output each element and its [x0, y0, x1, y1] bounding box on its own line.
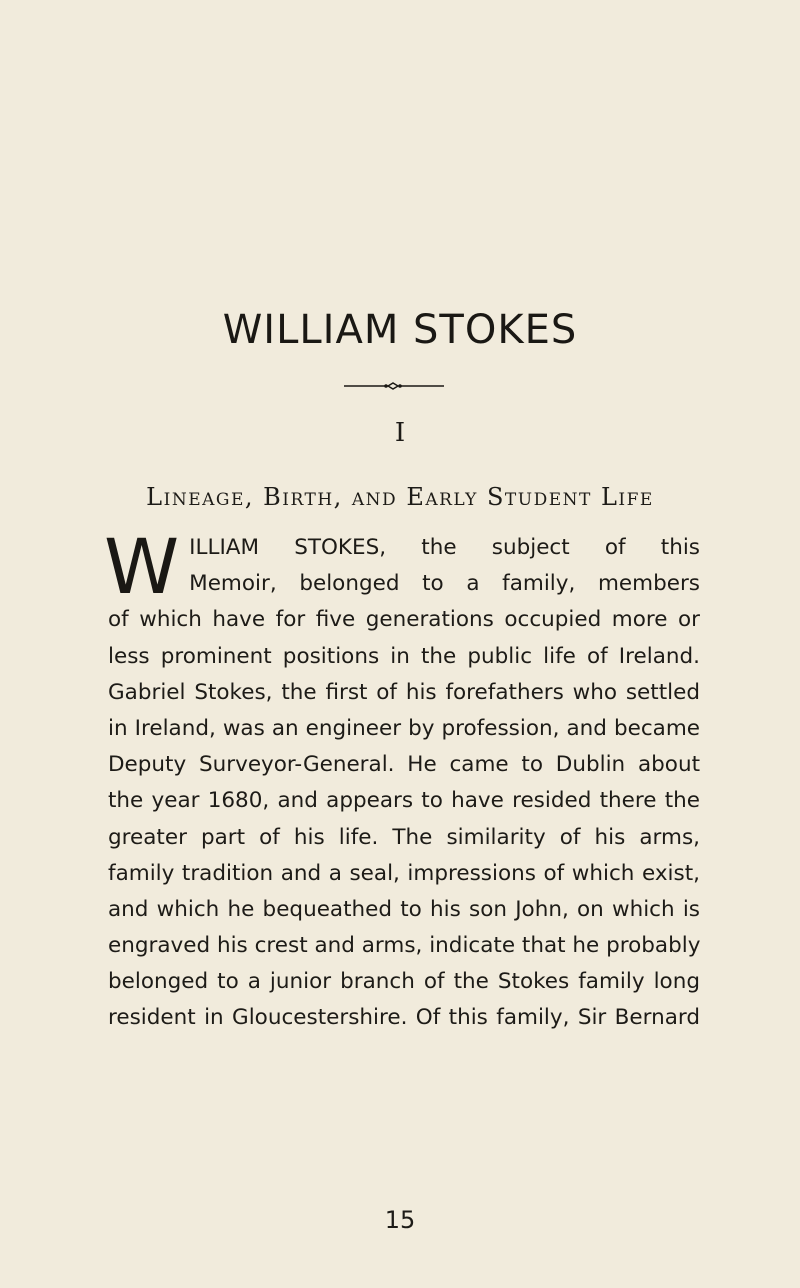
text-line: Gabriel Stokes, the first of his forefathers who settled	[108, 679, 700, 705]
body-text	[104, 522, 701, 1037]
text-line: the year 1680, and appears to have resided there the	[108, 788, 700, 814]
text-line: Deputy Surveyor-General. He came to Dublin about	[108, 752, 700, 778]
opening-lines	[189, 530, 700, 602]
text-line: engraved his crest and arms, indicate that he probably	[108, 933, 701, 959]
chapter-title: Lineage, Birth, and Early Student Life	[146, 483, 654, 511]
text-line: family tradition and a seal, impressions of which exist,	[108, 860, 700, 886]
page-number: 15	[384, 1206, 416, 1234]
drop-cap: W	[104, 522, 180, 611]
text-line: Memoir, belonged to a family, members	[189, 571, 700, 597]
text-line: less prominent positions in the public life of Ireland.	[108, 643, 700, 669]
running-title: WILLIAM STOKES	[222, 307, 578, 353]
text-line: resident in Gloucestershire. Of this family, Sir Bernard	[108, 1005, 700, 1031]
text-line: of which have for five generations occupied more or	[108, 607, 700, 633]
chapter-number: I	[394, 418, 406, 448]
text-line: belonged to a junior branch of the Stokes family long	[108, 969, 700, 995]
text-line: greater part of his life. The similarity of his arms,	[108, 824, 700, 850]
text-line: and which he bequeathed to his son John, on which is	[108, 896, 700, 922]
text-line: in Ireland, was an engineer by profession, and became	[108, 715, 700, 741]
ornament-divider-icon	[0, 381, 800, 391]
text-line: ILLIAM STOKES, the subject of this	[189, 535, 700, 560]
